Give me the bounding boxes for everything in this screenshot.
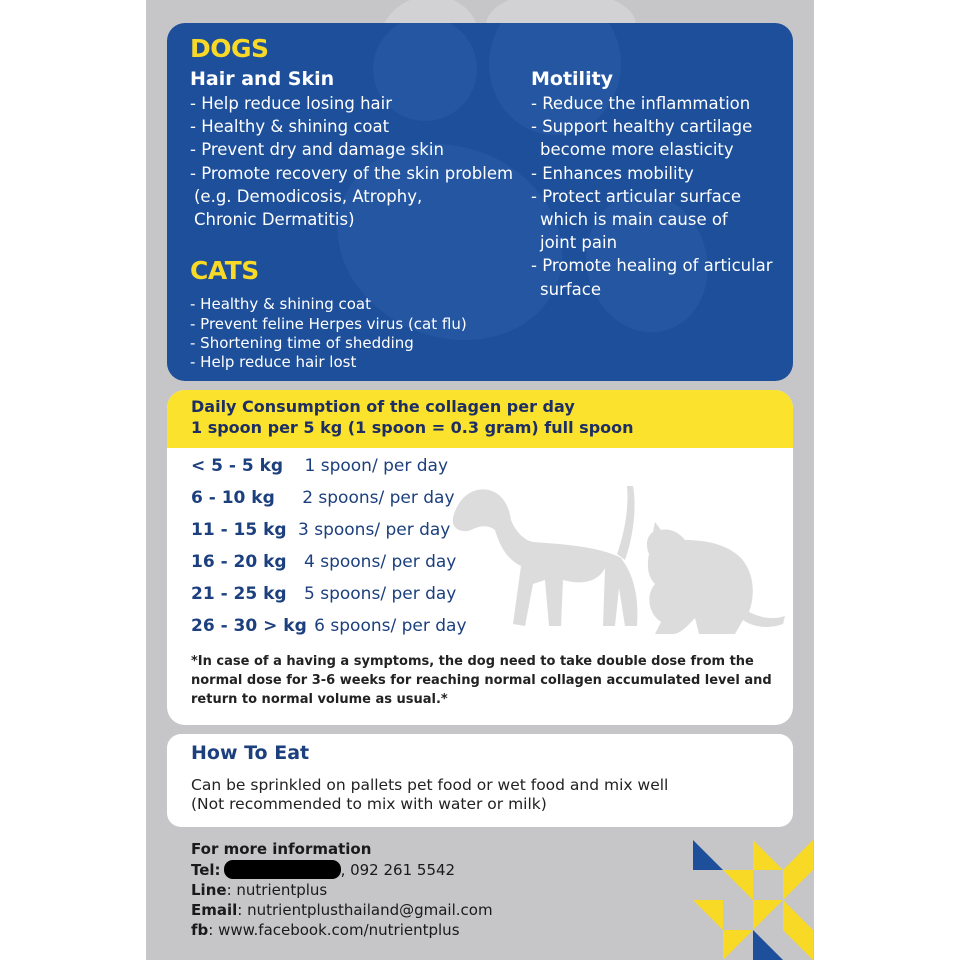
dosage-weight: 26 - 30 > kg [191,616,307,636]
dosage-amount: 1 spoon/ per day [304,456,449,476]
dosage-amount: 3 spoons/ per day [298,520,451,540]
how-to-eat-line: (Not recommended to mix with water or milk) [191,795,547,813]
contact-email [191,900,493,920]
dosage-card [167,390,793,725]
triangle-pattern-decoration [693,840,813,960]
line-label: Line [191,881,227,899]
email-value[interactable]: : nutrientplusthailand@gmail.com [237,901,493,919]
fb-value[interactable]: : www.facebook.com/nutrientplus [208,921,460,939]
list-item: - Support healthy cartilage [531,117,753,137]
benefits-card [167,23,793,381]
motility-column [531,65,789,301]
how-to-eat-text [191,776,668,814]
dosage-header-title: Daily Consumption of the collagen per day [191,397,575,416]
dog-silhouette [453,489,638,626]
triangle-shape [783,900,813,930]
list-item: which is main cause of [540,210,728,230]
list-item: - Help reduce losing hair [190,94,393,113]
dosage-weight: 21 - 25 kg [191,584,287,604]
list-item: joint pain [540,233,618,253]
list-item: - Promote healing of articular [531,256,773,276]
contact-fb [191,920,493,940]
redacted-phone-number [224,860,341,879]
dogs-title: DOGS [190,34,269,63]
contact-title: For more information [191,840,372,858]
list-item: - Reduce the inflammation [531,94,751,113]
triangle-shape [753,900,783,930]
triangle-shape [723,870,753,900]
double-dose-note: *In case of a having a symptoms, the dog need to take double dose from the normal dose for 3-6 weeks for reaching normal collagen accumulated level and return to normal volume as usual.* [191,654,772,707]
dosage-header-rule: 1 spoon per 5 kg (1 spoon = 0.3 gram) full spoon [191,418,634,437]
motility-list [531,92,789,301]
motility-title: Motility [531,68,614,90]
how-to-eat-line: Can be sprinkled on pallets pet food or wet food and mix well [191,776,669,794]
list-item: Chronic Dermatitis) [194,210,355,230]
hair-skin-title: Hair and Skin [190,68,335,90]
dosage-row [191,520,450,540]
dosage-weight: 11 - 15 kg [191,520,287,540]
triangle-shape [753,930,783,960]
dosage-header [167,390,793,448]
list-item: - Promote recovery of the skin problem [190,163,514,183]
dosage-row [191,552,456,572]
triangle-shape [783,840,813,870]
triangle-shape [783,930,813,960]
tel-label: Tel: [191,861,221,879]
dosage-row [191,488,455,508]
list-item: (e.g. Demodicosis, Atrophy, [194,186,423,206]
dosage-weight: < 5 - 5 kg [191,456,284,476]
how-to-eat-title: How To Eat [191,742,310,764]
list-item: - Prevent feline Herpes virus (cat flu) [190,314,467,333]
how-to-eat-card [167,734,793,827]
dogs-cats-column [190,33,530,373]
dog-tail-silhouette [617,486,635,560]
list-item: - Shortening time of shedding [190,334,414,353]
contact-tel [191,860,493,880]
list-item: surface [540,279,601,299]
dosage-row [191,616,467,636]
triangle-shape [783,870,813,900]
product-info-page [146,0,814,960]
dosage-row [191,456,448,476]
email-label: Email [191,901,238,919]
cat-silhouette [647,522,785,634]
hair-skin-list [190,92,530,231]
dosage-amount: 2 spoons/ per day [302,488,455,508]
fb-label: fb [191,921,209,939]
dog-and-cat-silhouette [449,484,785,648]
list-item: - Prevent dry and damage skin [190,140,444,160]
dosage-weight: 16 - 20 kg [191,552,287,572]
triangle-shape [723,930,753,960]
cats-title: CATS [190,256,259,286]
contact-line [191,880,493,900]
triangle-shape [753,840,783,870]
triangle-shape [693,900,723,930]
dosage-amount: 5 spoons/ per day [304,584,457,604]
dosage-amount: 4 spoons/ per day [304,552,457,572]
list-item: become more elasticity [540,140,734,160]
list-item: - Protect articular surface [531,186,741,206]
tel-value[interactable]: , 092 261 5542 [340,861,456,879]
cats-list [190,295,530,373]
dosage-weight: 6 - 10 kg [191,488,275,508]
contact-info [191,838,493,940]
list-item: - Enhances mobility [531,163,694,183]
dosage-amount: 6 spoons/ per day [314,616,467,636]
list-item: - Healthy & shining coat [190,117,390,137]
dosage-row [191,584,456,604]
list-item: - Healthy & shining coat [190,295,372,314]
triangle-shape [693,840,723,870]
list-item: - Help reduce hair lost [190,353,357,372]
line-value[interactable]: : nutrientplus [226,881,328,899]
